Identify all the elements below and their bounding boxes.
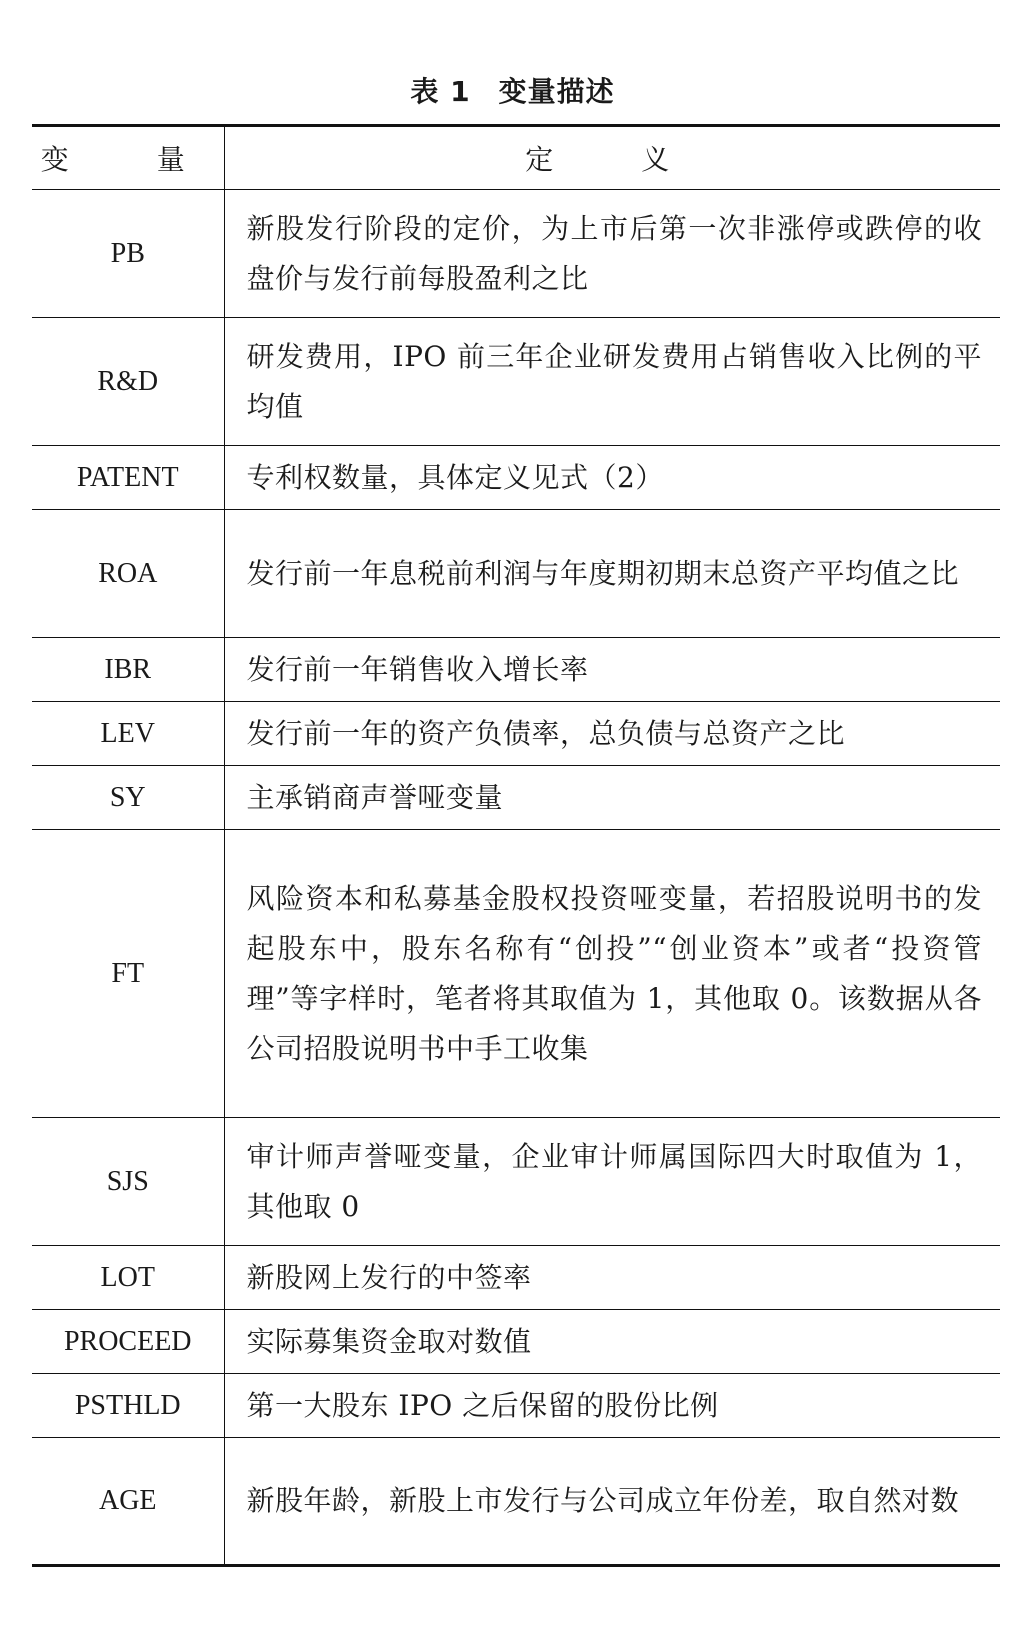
- table-row: [32, 830, 1000, 1118]
- definition-cell: 新股年龄，新股上市发行与公司成立年份差，取自然对数: [224, 1438, 1000, 1566]
- variable-cell: PATENT: [32, 446, 224, 510]
- table-header-row: [32, 126, 1000, 190]
- variable-cell: AGE: [32, 1438, 224, 1566]
- variable-cell: IBR: [32, 638, 224, 702]
- definition-cell: 审计师声誉哑变量，企业审计师属国际四大时取值为 1，其他取 0: [224, 1118, 1000, 1246]
- table-row: [32, 510, 1000, 638]
- header-variable: 变 量: [32, 126, 224, 190]
- variable-cell: PB: [32, 190, 224, 318]
- table-row: [32, 446, 1000, 510]
- table-row: [32, 1374, 1000, 1438]
- variable-cell: SY: [32, 766, 224, 830]
- variable-cell: LEV: [32, 702, 224, 766]
- definition-cell: 研发费用，IPO 前三年企业研发费用占销售收入比例的平均值: [224, 318, 1000, 446]
- variable-table: [32, 124, 1000, 1567]
- table-row: [32, 1246, 1000, 1310]
- table-row: [32, 1118, 1000, 1246]
- table-title: 变量描述: [498, 75, 615, 108]
- table-row: [32, 318, 1000, 446]
- variable-cell: LOT: [32, 1246, 224, 1310]
- variable-cell: FT: [32, 830, 224, 1118]
- table-number: 表 1: [410, 75, 471, 108]
- definition-cell: 第一大股东 IPO 之后保留的股份比例: [224, 1374, 1000, 1438]
- variable-cell: R&D: [32, 318, 224, 446]
- definition-cell: 主承销商声誉哑变量: [224, 766, 1000, 830]
- table-row: [32, 702, 1000, 766]
- table-row: [32, 766, 1000, 830]
- table-row: [32, 1310, 1000, 1374]
- definition-cell: 新股网上发行的中签率: [224, 1246, 1000, 1310]
- table-caption: [0, 68, 1025, 116]
- variable-cell: SJS: [32, 1118, 224, 1246]
- variable-cell: PSTHLD: [32, 1374, 224, 1438]
- definition-cell: 风险资本和私募基金股权投资哑变量，若招股说明书的发起股东中，股东名称有“创投”“创业资本”或者“投资管理”等字样时，笔者将其取值为 1，其他取 0。该数据从各公司招股说明书中手工收集: [224, 830, 1000, 1118]
- definition-cell: 实际募集资金取对数值: [224, 1310, 1000, 1374]
- definition-cell: 新股发行阶段的定价，为上市后第一次非涨停或跌停的收盘价与发行前每股盈利之比: [224, 190, 1000, 318]
- table-row: [32, 190, 1000, 318]
- definition-cell: 发行前一年的资产负债率，总负债与总资产之比: [224, 702, 1000, 766]
- definition-cell: 专利权数量，具体定义见式（2）: [224, 446, 1000, 510]
- header-definition: 定 义: [224, 126, 1000, 190]
- table-row: [32, 638, 1000, 702]
- definition-cell: 发行前一年销售收入增长率: [224, 638, 1000, 702]
- variable-cell: ROA: [32, 510, 224, 638]
- variable-cell: PROCEED: [32, 1310, 224, 1374]
- definition-cell: 发行前一年息税前利润与年度期初期末总资产平均值之比: [224, 510, 1000, 638]
- table-row: [32, 1438, 1000, 1566]
